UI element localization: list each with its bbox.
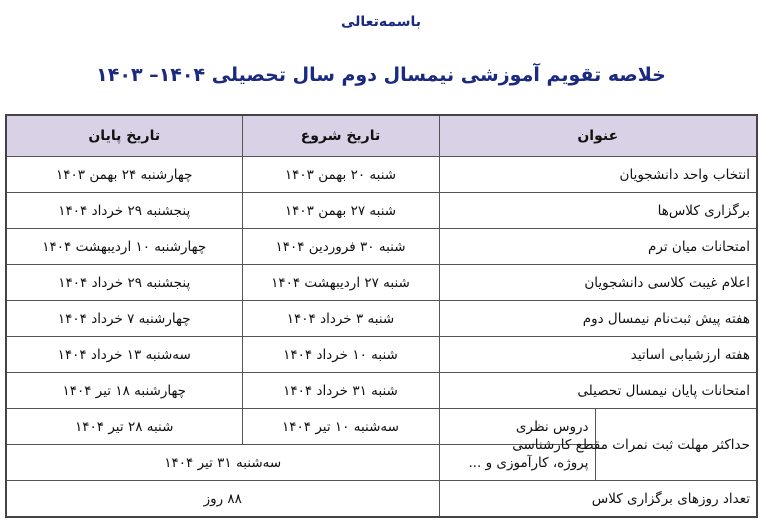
row-title: اعلام غیبت کلاسی دانشجویان [439, 265, 757, 301]
class-days-label: تعداد روزهای برگزاری کلاس [439, 481, 757, 518]
row-end-date: سه‌شنبه ۱۳ خرداد ۱۴۰۴ [6, 337, 242, 373]
row-title: هفته پیش ثبت‌نام نیمسال دوم [439, 301, 757, 337]
row-title: برگزاری کلاس‌ها [439, 193, 757, 229]
table-row [6, 301, 757, 337]
grades-deadline-title: حداکثر مهلت ثبت نمرات مقطع کارشناسی [595, 409, 757, 481]
column-header-title: عنوان [439, 115, 757, 157]
column-header-end: تاریخ پایان [6, 115, 242, 157]
row-end-date: چهارشنبه ۲۴ بهمن ۱۴۰۳ [6, 157, 242, 193]
class-days-row [6, 481, 757, 518]
table-row [6, 373, 757, 409]
column-header-start: تاریخ شروع [242, 115, 439, 157]
table-row [6, 157, 757, 193]
grades-theory-label: دروس نظری [439, 409, 595, 445]
table-row [6, 193, 757, 229]
row-title: انتخاب واحد دانشجویان [439, 157, 757, 193]
row-start-date: شنبه ۳۰ فروردین ۱۴۰۴ [242, 229, 439, 265]
row-end-date: چهارشنبه ۱۸ تیر ۱۴۰۴ [6, 373, 242, 409]
grades-theory-end: شنبه ۲۸ تیر ۱۴۰۴ [6, 409, 242, 445]
row-end-date: چهارشنبه ۱۰ اردیبهشت ۱۴۰۴ [6, 229, 242, 265]
grades-row-theory [6, 409, 757, 445]
row-title: امتحانات میان ترم [439, 229, 757, 265]
header-bismillah: باسمه‌تعالی [341, 14, 421, 30]
row-start-date: شنبه ۳ خرداد ۱۴۰۴ [242, 301, 439, 337]
table-header-row [6, 115, 757, 157]
row-title: هفته ارزشیابی اساتید [439, 337, 757, 373]
row-start-date: شنبه ۳۱ خرداد ۱۴۰۴ [242, 373, 439, 409]
grades-theory-start: سه‌شنبه ۱۰ تیر ۱۴۰۴ [242, 409, 439, 445]
row-end-date: پنجشنبه ۲۹ خرداد ۱۴۰۴ [6, 193, 242, 229]
calendar-table [5, 114, 758, 518]
class-days-value: ۸۸ روز [6, 481, 439, 518]
table-row [6, 229, 757, 265]
table-row [6, 337, 757, 373]
row-start-date: شنبه ۲۷ اردیبهشت ۱۴۰۴ [242, 265, 439, 301]
table-row [6, 265, 757, 301]
row-title: امتحانات پایان نیمسال تحصیلی [439, 373, 757, 409]
grades-project-label: پروژه، کارآموزی و ... [439, 445, 595, 481]
row-start-date: شنبه ۱۰ خرداد ۱۴۰۴ [242, 337, 439, 373]
row-start-date: شنبه ۲۷ بهمن ۱۴۰۳ [242, 193, 439, 229]
row-end-date: پنجشنبه ۲۹ خرداد ۱۴۰۴ [6, 265, 242, 301]
page-title: خلاصه تقویم آموزشی نیمسال دوم سال تحصیلی ۱۴۰۴– ۱۴۰۳ [96, 64, 666, 86]
row-end-date: چهارشنبه ۷ خرداد ۱۴۰۴ [6, 301, 242, 337]
row-start-date: شنبه ۲۰ بهمن ۱۴۰۳ [242, 157, 439, 193]
grades-project-date: سه‌شنبه ۳۱ تیر ۱۴۰۴ [6, 445, 439, 481]
